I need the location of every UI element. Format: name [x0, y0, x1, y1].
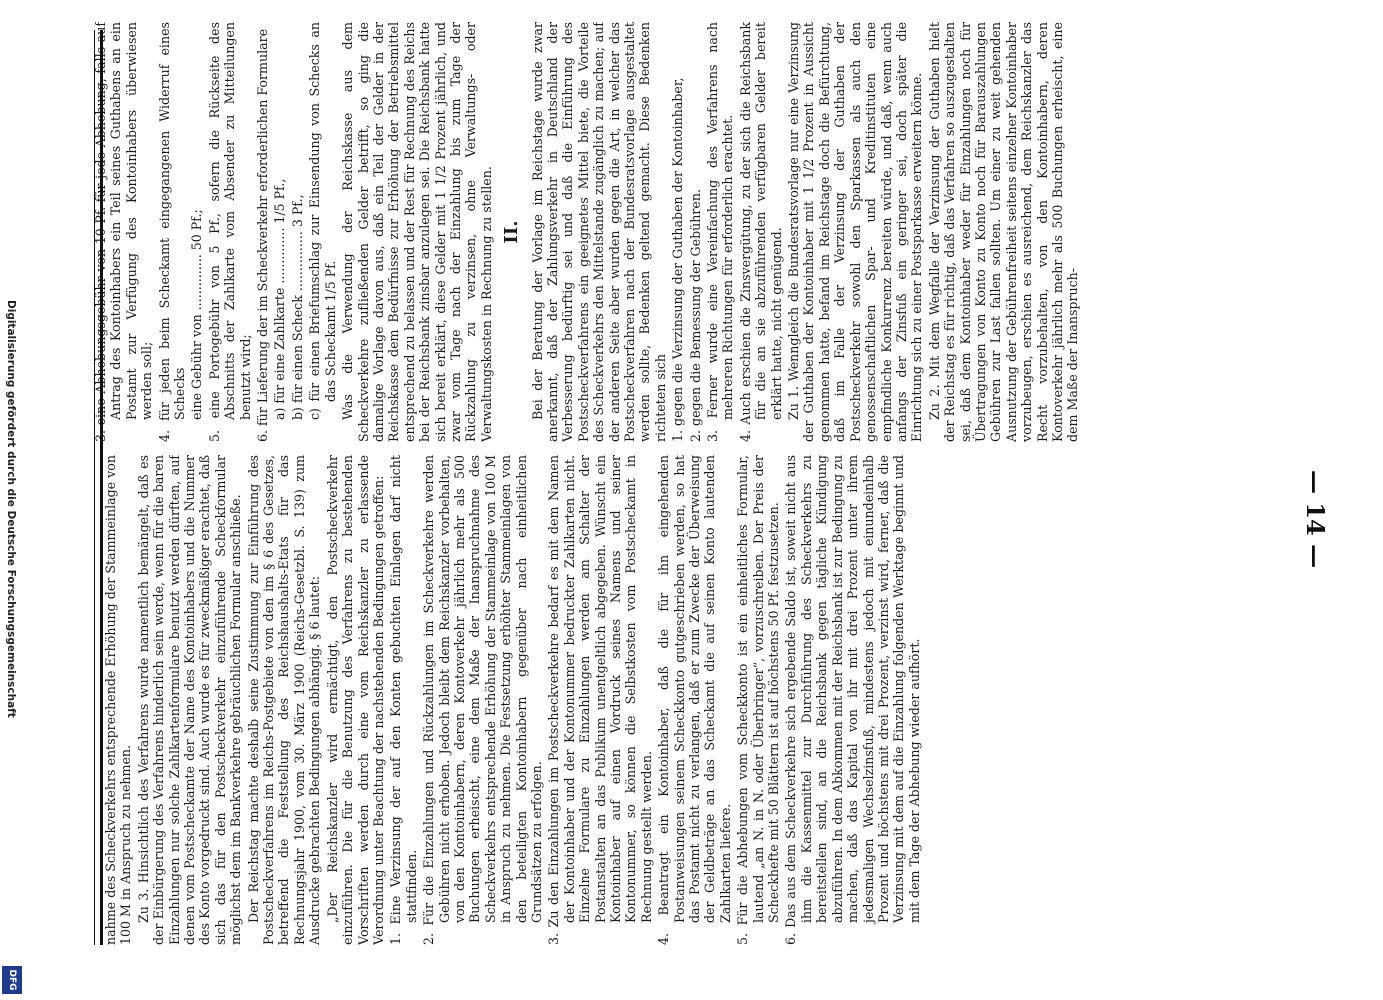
- text-column-right: [93, 22, 1293, 442]
- list-item: 1. Eine Verzinsung der auf den Konten gebuchten Einlagen darf nicht stattfinden.: [388, 455, 419, 945]
- paragraph: Zu 2. Mit dem Wegfalle der Verzinsung der Guthaben hielt der Reichstag es für richtig, daß das Verfahren so auszugestalten sei, daß dem Kontoinhaber weder für Einzahlungen noch für Übertragungen von Konto zu Konto noch für Barauszahlungen Gebühren zur Last fallen sollten. Um einer zu weit gehenden Ausnutzung der Gebührenfreiheit seitens einzelner Kontoinhaber vorzubeugen, erschien es ausreichend, dem Reichskanzler das Recht vorzubehalten, von den Kontoinhabern, deren Kontoverkehr jährlich mehr als 500 Buchungen erheischt, eine dem Maße der Inanspruch-: [926, 22, 1081, 442]
- list-item: 6. für Lieferung der im Scheckverkehr erforderlichen Formulare: [255, 28, 271, 442]
- section-heading: II.: [501, 220, 523, 244]
- list-item: 3. eine Abhebungsgebühr von 10 Pf. für jede Abhebung, falls auf Antrag des Kontoinhabers ein Teil seines Guthabens an ein Postamt zur Verfügung des Kontoinhabers überwiesen werden soll;: [93, 22, 155, 442]
- list-item: 4. für jeden beim Scheckamt eingegangenen Widerruf eines Schecks: [156, 22, 188, 442]
- paragraph: Zu 3. Hinsichtlich des Verfahrens wurde namentlich bemängelt, daß es der Einbürgerung des Verfahrens hinderlich sein werde, wenn für die baren Einzahlungen nur solche Zahlkartenformulare benutzt werden dürften, auf denen vom Postscheckamte der Name des Kontoinhabers und die Nummer des Konto vorgedruckt sind. Auch wurde es für zweckmäßiger erachtet, daß sich das für den Postscheckverkehr einzuführende Scheckformular möglichst dem im Bankverkehre gebräuchlichen Formular anschließe.: [135, 455, 244, 945]
- page-number: — 14 —: [1301, 470, 1330, 569]
- list-item: 2. Für die Einzahlungen und Rückzahlungen im Scheckverkehre werden Gebühren nicht erhoben. Jedoch bleibt dem Reichskanzler vorbehalten, von den Kontoinhabern, deren Kontoverkehr jährlich mehr als 500 Buchungen erheischt, eine dem Maße der Inanspruchnahme des Scheckverkehrs entsprechende Erhöhung der Stammeinlage von 100 M in Anspruch zu nehmen. Die Festsetzung erhöhter Stammeinlagen von den beteiligten Kontoinhabern gegenüber nach einheitlichen Grundsätzen zu erfolgen.: [421, 455, 544, 945]
- page-number-area: [1295, 470, 1335, 569]
- paragraph: Bei der Beratung der Vorlage im Reichstage wurde zwar anerkannt, daß der Zahlungsverkehr in Deutschland der Verbesserung bedürftig sei und daß die Einführung des Postscheckverfahrens ein geeignetes Mittel biete, die Vorteile des Scheckverkehrs den Mittelstande zugänglich zu machen; auf der anderen Seite aber wurden gegen die Art, in welcher das Postscheckverfahren nach der Bundesratsvorlage ausgestaltet werden sollte, Bedenken geltend gemacht. Diese Bedenken richteten sich: [529, 22, 668, 442]
- paragraph: nahme des Scheckverkehrs entsprechende Erhöhung der Stammeinlage von 100 M in Anspruch zu nehmen.: [103, 455, 134, 945]
- paragraph: „Der Reichskanzler wird ermächtigt, den Postscheckverkehr einzuführen. Die für die Benutzung des Verfahrens zu bestehenden Vorschriften werden durch eine vom Reichskanzler zu erlassende Verordnung unter Beachtung der nachstehenden Bedingungen getroffen:: [324, 455, 386, 945]
- text-column-left: [103, 455, 1363, 945]
- header-rule: [100, 30, 103, 945]
- list-item: 2. gegen die Bemessung der Gebühren.: [687, 189, 703, 442]
- digitization-credit: [0, 300, 22, 990]
- paragraph: Zu 1. Wenngleich die Bundesratsvorlage nur eine Verzinsung der Guthaben der Kontoinhaber mit 1 1/2 Prozent in Aussicht genommen hatte, befand im Reichstage doch die Befürchtung, daß im Falle der Verzinsung der Guthaben der Postscheckverkehr sowohl den Sparkassen als auch den genossenschaftlichen Spar- und Kreditinstituten eine empfindliche Konkurrenz bereiten würde, und daß, wenn auch anfangs der Zinsfuß ein geringer sei, doch später die Einrichtung sich zu einer Postsparkasse erweitern könne.: [786, 22, 925, 442]
- sub-list-item: c) für einen Briefumschlag zur Einsendung von Schecks an das Scheckamt 1/5 Pf.: [307, 22, 338, 420]
- sub-list-item: a) für eine Zahlkarte .............. 1/5 Pf.,: [272, 178, 288, 420]
- list-item: 4. Auch erschien die Zinsvergütung, zu der sich die Reichsbank für die an sie abzuführenden verfügbaren Gelder bereit erklärt hatte, nicht genügend.: [737, 22, 784, 442]
- list-item: 6. Das aus dem Scheckverkehre sich ergebende Saldo ist, soweit nicht aus ihm die Kassenmittel zur Durchführung des Scheckverkehrs zu bereitstellen sind, an die Reichsbank gegen tägliche Kündigung abzuführen. In dem Abkommen mit der Reichsbank ist zur Bedingung zu machen, daß das Kapital von ihr mit drei Prozent unter ihrem jedesmaligen Wechselzinsfuß, mindestens jedoch mit einundeinhalb Prozent und höchstens mit drei Prozent, verzinst wird, ferner, daß die Verzinsung mit dem auf die Einzahlung folgenden Werktage beginnt und mit dem Tage der Abhebung wieder aufhört.: [783, 455, 922, 945]
- list-item: 5. Für die Abhebungen vom Scheckkonto ist ein einheitliches Formular, lautend „an N. in N. oder Überbringer“, vorzuschreiben. Der Preis der Scheckhefte mit 50 Blättern ist auf höchstens 50 Pf. festzusetzen.: [735, 455, 782, 945]
- sub-list-item: b) für einen Scheck ............... 3 Pf.,: [289, 194, 305, 420]
- list-item: 3. Ferner wurde eine Vereinfachung des Verfahrens nach mehreren Richtungen für erforderlich erachtet.: [705, 22, 736, 442]
- paragraph: Was die Verwendung der Reichskasse aus dem Scheckverkehre zufließenden Gelder betrifft, so ging die damalige Vorlage davon aus, daß ein Teil der Gelder in der Reichskasse dem Bedürfnisse zur Erhöhung der Betriebsmittel entsprechend zu belassen und der Rest für Rechnung des Reichs bei der Reichsbank zinsbar anzulegen sei. Die Reichsbank hatte sich bereit erklärt, diese Gelder mit 1 1/2 Prozent jährlich, und zwar vom Tage nach der Einzahlung bis zum Tage der Rückzahlung zu verzinsen, ohne Verwaltungs- oder Verwaltungskosten in Rechnung zu stellen.: [340, 22, 494, 442]
- list-item: 4. Beantragt ein Kontoinhaber, daß die für ihn eingehenden Postanweisungen seinem Scheckkonto gutgeschrieben werden, so hat das Postamt nicht zu verlangen, daß er zum Zwecke der Überweisung der Geldbeträge an das Scheckamt die auf seinen Konto lautenden Zahlkarten liefere.: [656, 455, 733, 945]
- list-item: 5. eine Portogebühr von 5 Pf., sofern die Rückseite des Abschnitts der Zahlkarte vom Absender zu Mitteilungen benutzt wird;: [206, 22, 253, 442]
- list-item: 3. Zu den Einzahlungen im Postscheckverkehre bedarf es mit dem Namen der Kontoinhaber und der Kontonummer bedruckter Zahlkarten nicht. Einzelne Formulare zu Einzahlungen werden am Schalter der Postanstalten an das Publikum unentgeltlich abgegeben. Wünscht ein Kontoinhaber auf einen Vordruck seines Namens und seiner Kontonummer, so können die Selbstkosten vom Postscheckamt in Rechnung gestellt werden.: [546, 455, 654, 945]
- logo-label: DFG: [3, 967, 21, 993]
- paragraph: Der Reichstag machte deshalb seine Zustimmung zur Einführung des Postscheckverfahrens im Reichs-Postgebiete von den im § 6 des Gesetzes, betreffend die Feststellung des Reichshaushalts-Etats für das Rechnungsjahr 1900, vom 30. März 1900 (Reichs-Gesetzbl. S. 139) zum Ausdrucke gebrachten Bedingungen abhängig. § 6 lautet:: [245, 455, 323, 945]
- credit-text: Digitalisierung gefördert durch die Deutsche Forschungsgemeinschaft: [5, 300, 17, 718]
- list-item: 1. gegen die Verzinsung der Guthaben der Kontoinhaber,: [670, 77, 686, 442]
- list-item: eine Gebühr von .............. 50 Pf.;: [189, 209, 205, 420]
- header-rule-thin: [94, 30, 95, 945]
- dfg-logo-icon: [2, 966, 22, 994]
